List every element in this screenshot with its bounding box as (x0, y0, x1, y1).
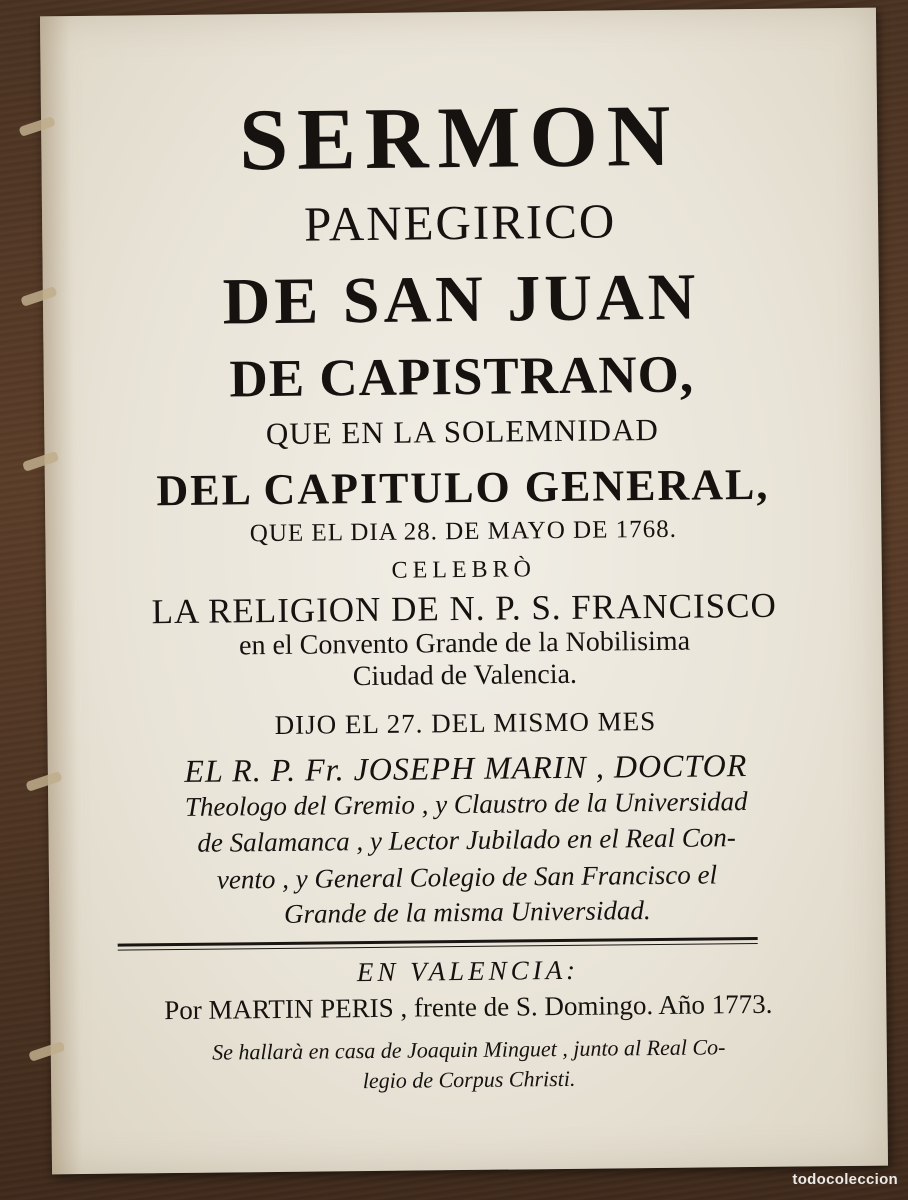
title-sermon: SERMON (238, 87, 680, 190)
text-convento: en el Convento Grande de la Nobilisima (238, 625, 691, 662)
text-religion: LA RELIGION DE N. P. S. FRANCISCO (151, 585, 777, 632)
text-capitulo: DEL CAPITULO GENERAL, (156, 459, 770, 516)
text-ciudad: Ciudad de Valencia. (352, 658, 578, 693)
author-detail: Theologo del Gremio , y Claustro de la Universidad (184, 786, 748, 822)
author-line: EL R. P. Fr. JOSEPH MARIN , DOCTOR (184, 747, 748, 789)
imprint-seller: legio de Corpus Christi. (362, 1065, 576, 1094)
text-date: QUE EL DIA 28. DE MAYO DE 1768. (249, 515, 678, 548)
text-celebro: CELEBRÒ (391, 556, 537, 584)
imprint-city: EN VALENCIA: (356, 954, 580, 988)
title-panegirico: PANEGIRICO (303, 193, 617, 252)
text-dijo: DIJO EL 27. DEL MISMO MES (274, 705, 657, 740)
text-line: QUE EN LA SOLEMNIDAD (265, 411, 659, 452)
title-saint: DE SAN JUAN (222, 260, 700, 339)
imprint-printer: Por MARTIN PERIS , frente de S. Domingo. Año 1773. (164, 988, 773, 1026)
watermark-logo: todocoleccion (792, 1171, 898, 1188)
imprint-seller: Se hallarà en casa de Joaquin Minguet , junto al Real Co- (212, 1034, 726, 1065)
author-detail: vento , y General Colegio de San Francisco el (216, 859, 718, 895)
author-detail: de Salamanca , y Lector Jubilado en el Real Con- (197, 822, 736, 858)
document-page (40, 8, 888, 1175)
author-detail: Grande de la misma Universidad. (283, 895, 651, 929)
divider-rule (118, 937, 758, 947)
title-capistrano: DE CAPISTRANO, (229, 345, 695, 409)
